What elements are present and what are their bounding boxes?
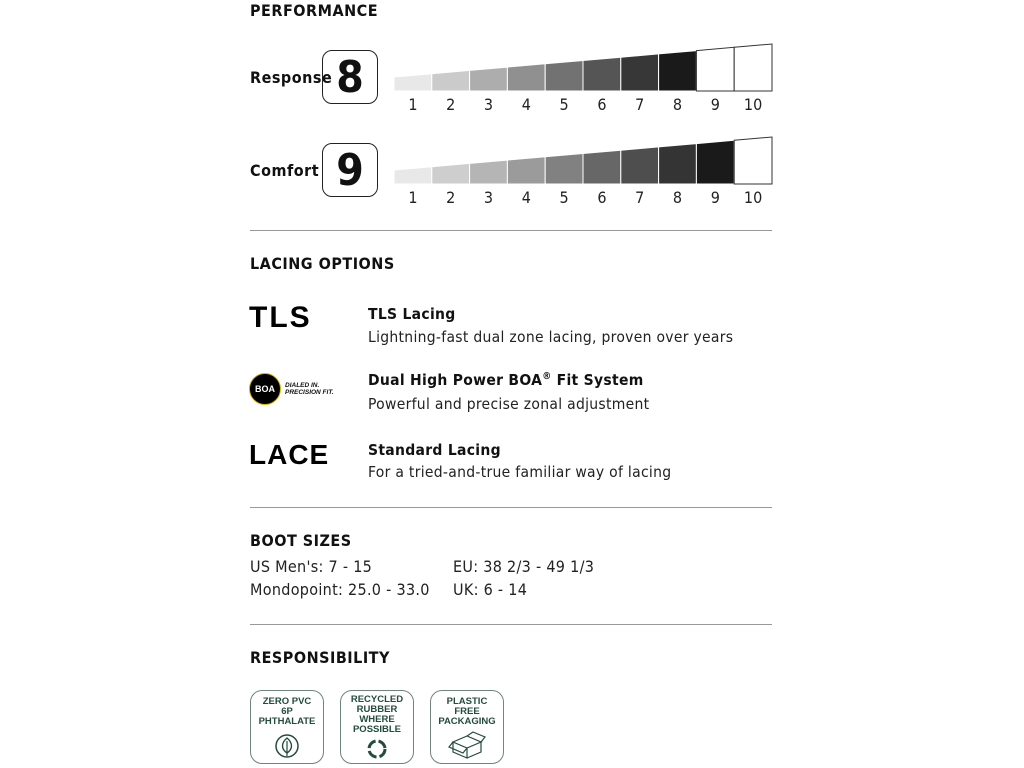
comfort-scale-segment-7 (621, 147, 659, 184)
response-tick-3: 3 (483, 95, 494, 114)
response-tick-7: 7 (635, 95, 645, 114)
badge-recycled-line-4: POSSIBLE (352, 724, 402, 735)
response-tick-4: 4 (521, 95, 531, 114)
response-tick-8: 8 (672, 95, 683, 114)
boa-title-main: Dual High Power BOA (368, 371, 543, 390)
boa-logo-text: BOA (255, 384, 275, 394)
badge-plastic-line-3: PACKAGING (438, 716, 496, 727)
response-tick-1: 1 (408, 95, 418, 114)
size-uk: UK: 6 - 14 (453, 580, 528, 599)
response-scale-segment-7 (621, 54, 659, 91)
response-scale (392, 40, 776, 94)
boa-desc: Powerful and precise zonal adjustment (368, 395, 650, 413)
lacing-heading: LACING OPTIONS (250, 254, 395, 273)
divider-2 (250, 507, 772, 508)
response-scale-segment-10 (734, 44, 772, 91)
leaf-icon (272, 731, 302, 761)
size-us: US Men's: 7 - 15 (250, 557, 373, 576)
comfort-score: 9 (336, 144, 364, 196)
comfort-scale-segment-5 (545, 154, 583, 185)
badge-plastic-free (430, 690, 504, 764)
lace-logo: LACE (249, 439, 330, 470)
comfort-scale-segment-8 (659, 144, 697, 184)
response-label: Response (250, 68, 333, 87)
boa-tagline-line-2: PRECISION FIT. (285, 389, 334, 396)
responsibility-heading: RESPONSIBILITY (250, 648, 390, 667)
recycle-icon (365, 737, 389, 761)
response-scale-segment-4 (507, 64, 545, 91)
comfort-score-box (322, 143, 378, 197)
response-tick-9: 9 (710, 95, 720, 114)
badge-plastic-line-2: FREE (454, 706, 480, 717)
boa-logo (249, 373, 281, 405)
comfort-label: Comfort (250, 161, 320, 180)
badge-zero-pvc-line-2: 6P (281, 706, 293, 717)
comfort-scale-segment-6 (583, 150, 621, 184)
comfort-ticks (394, 188, 772, 208)
response-tick-2: 2 (446, 95, 456, 114)
boa-title (368, 371, 644, 389)
response-scale-segment-3 (470, 67, 508, 91)
response-score-box (322, 50, 378, 104)
lace-desc: For a tried-and-true familiar way of lacing (368, 463, 672, 481)
comfort-scale-segment-3 (470, 160, 508, 184)
badge-zero-pvc-line-1: ZERO PVC (262, 696, 312, 707)
comfort-tick-8: 8 (672, 188, 683, 207)
response-scale-segment-9 (696, 47, 734, 91)
tls-desc: Lightning-fast dual zone lacing, proven over years (368, 328, 734, 346)
response-tick-5: 5 (559, 95, 569, 114)
response-scale-segment-8 (659, 51, 697, 91)
comfort-tick-7: 7 (635, 188, 645, 207)
comfort-tick-10: 10 (743, 188, 763, 207)
response-scale-segment-6 (583, 57, 621, 91)
badge-recycled-line-2: RUBBER (356, 704, 398, 715)
divider-3 (250, 624, 772, 625)
comfort-tick-1: 1 (408, 188, 418, 207)
comfort-scale-segment-9 (696, 140, 734, 184)
comfort-tick-5: 5 (559, 188, 569, 207)
badge-plastic-line-1: PLASTIC (446, 696, 488, 707)
comfort-scale-segment-10 (734, 137, 772, 184)
response-tick-10: 10 (743, 95, 763, 114)
badge-zero-pvc (250, 690, 324, 764)
boa-tagline (285, 382, 334, 396)
response-tick-6: 6 (597, 95, 607, 114)
response-scale-segment-5 (545, 61, 583, 92)
lace-title: Standard Lacing (368, 441, 501, 459)
badge-recycled-line-3: WHERE (359, 714, 395, 725)
comfort-scale (392, 133, 776, 187)
comfort-tick-2: 2 (446, 188, 456, 207)
response-ticks (394, 95, 772, 115)
comfort-scale-segment-1 (394, 167, 432, 184)
registered-mark: ® (542, 371, 552, 382)
divider-1 (250, 230, 772, 231)
response-scale-segment-2 (432, 70, 470, 91)
comfort-tick-6: 6 (597, 188, 607, 207)
size-eu: EU: 38 2/3 - 49 1/3 (453, 557, 595, 576)
performance-heading: PERFORMANCE (250, 1, 379, 20)
badge-recycled-rubber (340, 690, 414, 764)
boa-tagline-line-1: DIALED IN. (285, 382, 320, 389)
boa-title-end: Fit System (551, 371, 644, 390)
box-icon (447, 730, 487, 760)
tls-logo: TLS (249, 301, 312, 334)
sizes-heading: BOOT SIZES (250, 531, 352, 550)
comfort-tick-3: 3 (483, 188, 494, 207)
size-mondopoint: Mondopoint: 25.0 - 33.0 (250, 580, 430, 599)
comfort-tick-4: 4 (521, 188, 531, 207)
tls-title: TLS Lacing (368, 305, 456, 323)
badge-recycled-line-1: RECYCLED (350, 694, 404, 705)
comfort-scale-segment-2 (432, 163, 470, 184)
comfort-scale-segment-4 (507, 157, 545, 184)
comfort-tick-9: 9 (710, 188, 720, 207)
response-scale-segment-1 (394, 74, 432, 91)
response-score: 8 (336, 51, 364, 103)
badge-zero-pvc-line-3: PHTHALATE (258, 716, 316, 727)
